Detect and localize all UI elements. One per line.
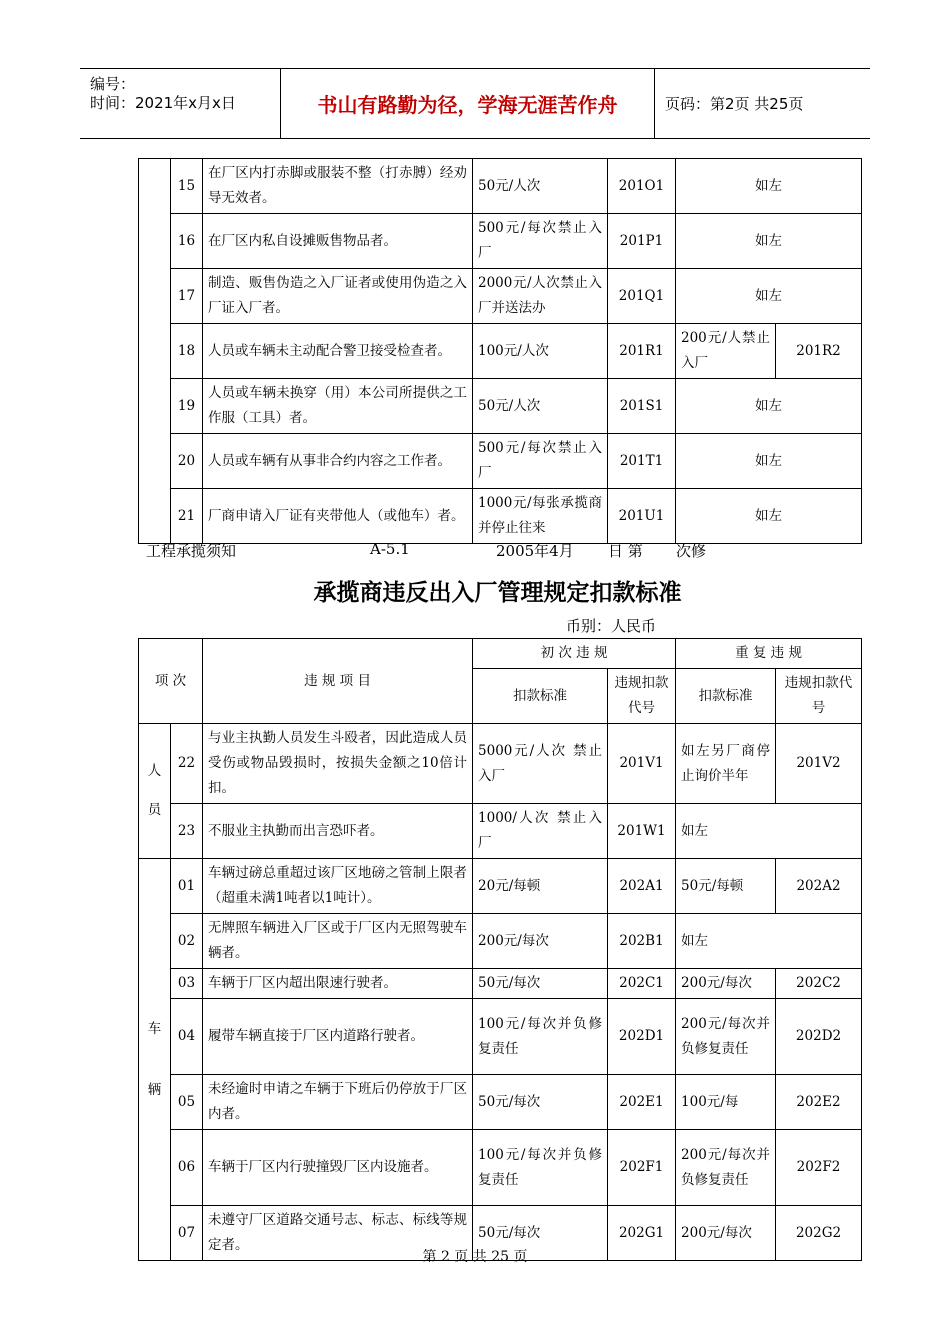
time-label: 时间：2021年x月x日 — [90, 94, 236, 112]
header-repeat-std: 扣款标准 — [676, 669, 776, 724]
first-deduction-standard: 200元/每次 — [473, 914, 608, 969]
first-deduction-code: 202C1 — [608, 969, 676, 999]
violation-item: 车辆于厂区内超出限速行驶者。 — [203, 969, 473, 999]
table-row — [139, 379, 862, 434]
repeat-deduction-code: 202C2 — [776, 969, 862, 999]
repeat-deduction-code: 201V2 — [776, 724, 862, 804]
violation-item: 车辆过磅总重超过该厂区地磅之管制上限者（超重未满1吨者以1吨计）。 — [203, 859, 473, 914]
violation-item: 无牌照车辆进入厂区或于厂区内无照驾驶车辆者。 — [203, 914, 473, 969]
repeat-deduction-standard: 200元/每次 — [676, 1206, 776, 1261]
first-deduction-code: 201S1 — [608, 379, 676, 434]
violation-item: 不服业主执勤而出言恐吓者。 — [203, 804, 473, 859]
table-header-row — [139, 639, 862, 669]
table-row — [139, 969, 862, 999]
violation-item: 车辆于厂区内行驶撞毁厂区内设施者。 — [203, 1130, 473, 1206]
violation-item: 未经逾时申请之车辆于下班后仍停放于厂区内者。 — [203, 1075, 473, 1130]
first-deduction-standard: 50元/人次 — [473, 379, 608, 434]
first-deduction-code: 202A1 — [608, 859, 676, 914]
meta-doc: 工程承揽须知 — [146, 542, 237, 560]
first-deduction-standard: 50元/人次 — [473, 159, 608, 214]
violation-item: 在厂区内打赤脚或服装不整（打赤膊）经劝导无效者。 — [203, 159, 473, 214]
table-row — [139, 914, 862, 969]
row-number: 03 — [171, 969, 203, 999]
repeat-deduction-standard: 50元/每顿 — [676, 859, 776, 914]
first-deduction-code: 201V1 — [608, 724, 676, 804]
first-deduction-standard: 500元/每次禁止入厂 — [473, 434, 608, 489]
repeat-deduction-standard: 200元/每次并负修复责任 — [676, 1130, 776, 1206]
first-deduction-code: 201W1 — [608, 804, 676, 859]
violation-item: 人员或车辆未主动配合警卫接受检查者。 — [203, 324, 473, 379]
first-deduction-code: 202B1 — [608, 914, 676, 969]
repeat-deduction: 如左 — [676, 214, 862, 269]
repeat-deduction-standard: 200元/每次 — [676, 969, 776, 999]
first-deduction-code: 202E1 — [608, 1075, 676, 1130]
violation-item: 未遵守厂区道路交通号志、标志、标线等规定者。 — [203, 1206, 473, 1261]
violation-item: 在厂区内私自设摊贩售物品者。 — [203, 214, 473, 269]
table-row — [139, 999, 862, 1075]
first-deduction-code: 201P1 — [608, 214, 676, 269]
repeat-deduction: 如左 — [676, 914, 862, 969]
repeat-deduction: 如左 — [676, 269, 862, 324]
repeat-deduction: 如左 — [676, 489, 862, 544]
header-repeat-code: 违规扣款代号 — [776, 669, 862, 724]
meta-rev: 次修 — [676, 542, 707, 560]
header-first-std: 扣款标准 — [473, 669, 608, 724]
header-first: 初 次 违 规 — [473, 639, 676, 669]
row-number: 20 — [171, 434, 203, 489]
violation-item: 履带车辆直接于厂区内道路行驶者。 — [203, 999, 473, 1075]
violation-item: 人员或车辆未换穿（用）本公司所提供之工作服（工具）者。 — [203, 379, 473, 434]
table-row — [139, 269, 862, 324]
table-row — [139, 324, 862, 379]
repeat-deduction-code: 202F2 — [776, 1130, 862, 1206]
group-person-label: 人 员 — [147, 763, 162, 818]
first-deduction-standard: 100元/每次并负修复责任 — [473, 999, 608, 1075]
table-row — [139, 859, 862, 914]
continuation-table — [138, 158, 862, 544]
page-title: 承揽商违反出入厂管理规定扣款标准 — [313, 580, 682, 606]
repeat-deduction: 如左 — [676, 379, 862, 434]
row-number: 02 — [171, 914, 203, 969]
first-deduction-code: 201O1 — [608, 159, 676, 214]
table-row — [139, 159, 862, 214]
row-number: 01 — [171, 859, 203, 914]
header-motto: 书山有路勤为径，学海无涯苦作舟 — [281, 69, 655, 138]
row-number: 17 — [171, 269, 203, 324]
repeat-deduction-code: 202A2 — [776, 859, 862, 914]
row-number: 06 — [171, 1130, 203, 1206]
first-deduction-code: 201U1 — [608, 489, 676, 544]
row-number: 21 — [171, 489, 203, 544]
row-number: 15 — [171, 159, 203, 214]
first-deduction-code: 201Q1 — [608, 269, 676, 324]
first-deduction-standard: 50元/每次 — [473, 1206, 608, 1261]
repeat-deduction-standard: 如左另厂商停止询价半年 — [676, 724, 776, 804]
row-number: 07 — [171, 1206, 203, 1261]
repeat-deduction-standard: 200元/每次并负修复责任 — [676, 999, 776, 1075]
row-number: 23 — [171, 804, 203, 859]
currency-label: 币别：人民币 — [566, 617, 657, 635]
first-deduction-code: 202G1 — [608, 1206, 676, 1261]
page-footer: 第 2 页 共 25 页 — [422, 1249, 528, 1265]
group-cell — [139, 159, 171, 544]
row-number: 19 — [171, 379, 203, 434]
table-row — [139, 214, 862, 269]
first-deduction-standard: 2000元/人次禁止入厂并送法办 — [473, 269, 608, 324]
row-number: 04 — [171, 999, 203, 1075]
table-row — [139, 434, 862, 489]
meta-day: 日 第 — [608, 542, 643, 560]
number-label: 编号： — [90, 75, 136, 93]
violation-item: 制造、贩售伪造之入厂证者或使用伪造之入厂证入厂者。 — [203, 269, 473, 324]
meta-code: A-5.1 — [370, 540, 410, 558]
meta-date: 2005年4月 — [496, 542, 574, 560]
first-deduction-standard: 50元/每次 — [473, 1075, 608, 1130]
repeat-deduction-standard: 100元/每 — [676, 1075, 776, 1130]
repeat-deduction-code: 202G2 — [776, 1206, 862, 1261]
header-first-code: 违规扣款代号 — [608, 669, 676, 724]
header-seq: 项 次 — [139, 639, 203, 724]
first-deduction-standard: 1000元/每张承揽商并停止往来 — [473, 489, 608, 544]
first-deduction-standard: 50元/每次 — [473, 969, 608, 999]
first-deduction-standard: 5000元/人次 禁止入厂 — [473, 724, 608, 804]
first-deduction-standard: 500元/每次禁止入厂 — [473, 214, 608, 269]
table-row — [139, 724, 862, 804]
group-person — [139, 724, 171, 859]
row-number: 05 — [171, 1075, 203, 1130]
table-row — [139, 804, 862, 859]
header-page-label: 页码：第2页 共25页 — [665, 95, 804, 113]
table-row — [139, 1130, 862, 1206]
repeat-deduction-code: 202E2 — [776, 1075, 862, 1130]
document-meta-line — [146, 540, 866, 562]
repeat-deduction: 如左 — [676, 804, 862, 859]
row-number: 16 — [171, 214, 203, 269]
repeat-deduction: 如左 — [676, 159, 862, 214]
group-vehicle-label: 车 辆 — [147, 1020, 162, 1098]
first-deduction-standard: 1000/人次 禁止入厂 — [473, 804, 608, 859]
table-row — [139, 1075, 862, 1130]
group-vehicle — [139, 859, 171, 1261]
first-deduction-standard: 100元/每次并负修复责任 — [473, 1130, 608, 1206]
header-left-cell — [80, 69, 281, 138]
first-deduction-code: 202F1 — [608, 1130, 676, 1206]
row-number: 18 — [171, 324, 203, 379]
repeat-deduction-standard: 200元/人禁止入厂 — [676, 324, 776, 379]
first-deduction-standard: 100元/人次 — [473, 324, 608, 379]
violation-item: 厂商申请入厂证有夹带他人（或他车）者。 — [203, 489, 473, 544]
deduction-standard-table — [138, 638, 862, 1261]
first-deduction-code: 201T1 — [608, 434, 676, 489]
repeat-deduction-code: 201R2 — [776, 324, 862, 379]
first-deduction-code: 202D1 — [608, 999, 676, 1075]
first-deduction-standard: 20元/每顿 — [473, 859, 608, 914]
first-deduction-code: 201R1 — [608, 324, 676, 379]
violation-item: 与业主执勤人员发生斗殴者，因此造成人员受伤或物品毁损时，按损失金额之10倍计扣。 — [203, 724, 473, 804]
header-item: 违 规 项 目 — [203, 639, 473, 724]
row-number: 22 — [171, 724, 203, 804]
table-row — [139, 489, 862, 544]
header-repeat: 重 复 违 规 — [676, 639, 862, 669]
repeat-deduction: 如左 — [676, 434, 862, 489]
violation-item: 人员或车辆有从事非合约内容之工作者。 — [203, 434, 473, 489]
repeat-deduction-code: 202D2 — [776, 999, 862, 1075]
page-header — [80, 68, 870, 139]
